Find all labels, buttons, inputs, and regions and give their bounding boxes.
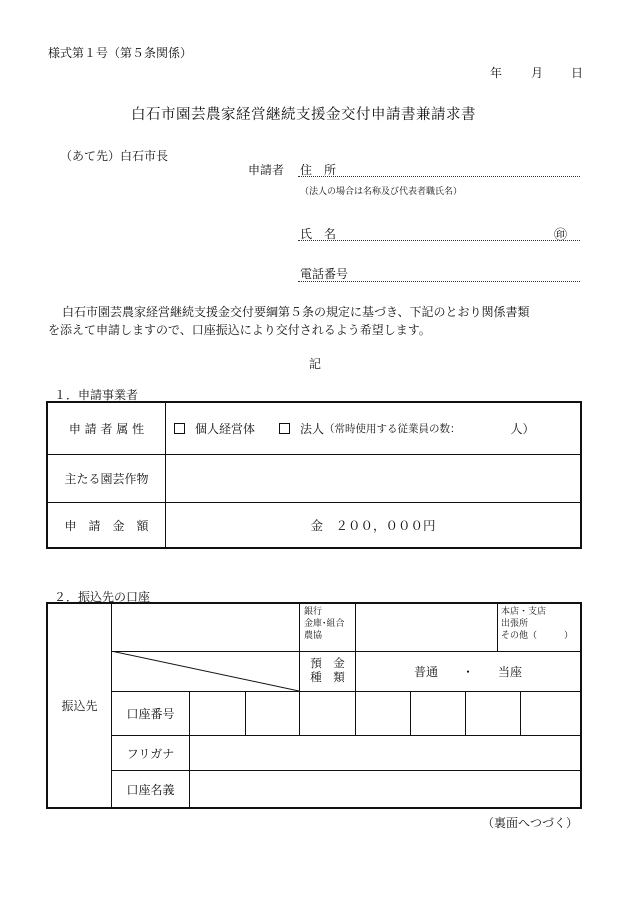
corporation-checkbox[interactable] [279,423,290,434]
crop-field[interactable] [166,455,580,502]
section2-heading: ２．振込先の口座 [54,590,151,604]
address-label: 住 所 [300,163,337,177]
account-digit-5[interactable] [411,692,465,735]
bank-type-bank: 銀行 [304,607,323,617]
deposit-type-label [300,656,355,684]
branch-type-main: 本店・支店 [501,607,547,617]
bank-type-nokyo: 農協 [304,631,323,641]
name-line[interactable] [298,240,580,241]
branch-type-office: 出張所 [501,619,529,629]
payee-label: 振込先 [61,699,98,713]
bank-type-list [304,606,345,642]
date-day: 日 [571,66,584,80]
branch-type-list [501,606,573,642]
bank-type-shinkin: 金庫･組合 [304,619,345,629]
account-name-label: 口座名義 [126,782,175,797]
amount-label: 申 請 金 額 [64,518,149,533]
branch-name-field[interactable] [356,604,497,651]
furigana-label: フリガナ [126,746,175,761]
applicant-table [46,401,582,549]
corporation-label: 法人 [300,422,325,436]
date-month: 月 [531,66,544,80]
ki-mark: 記 [309,357,322,371]
address-line[interactable] [298,176,580,177]
attribute-options [166,403,580,454]
phone-label: 電話番号 [300,267,349,281]
account-name-field[interactable] [190,771,580,807]
blank-diagonal [111,651,299,691]
deposit-label-line2: 種 類 [310,670,345,684]
section1-heading: １．申請事業者 [54,388,139,402]
account-digit-6[interactable] [466,692,520,735]
account-digit-1[interactable] [190,692,245,735]
account-digit-3[interactable] [300,692,355,735]
account-digit-7[interactable] [521,692,580,735]
branch-type-other: その他（ ） [501,631,574,641]
account-number-label: 口座番号 [126,707,175,721]
attribute-label: 申 請 者 属 性 [68,422,145,436]
applicant-label: 申請者 [248,163,285,177]
account-digit-4[interactable] [356,692,410,735]
phone-line[interactable] [298,281,580,282]
name-label: 氏 名 [300,227,337,241]
account-digit-2[interactable] [246,692,299,735]
seal-mark: ㊞ [554,228,568,243]
deposit-type-options[interactable]: 普通 ・ 当座 [413,665,522,679]
corp-note: （法人の場合は名称及び代表者職氏名） [300,187,463,197]
individual-checkbox[interactable] [174,423,185,434]
document-title: 白石市園芸農家経営継続支援金交付申請書兼請求書 [131,107,476,123]
form-number: 様式第１号（第５条関係） [48,46,193,60]
bank-name-field[interactable] [112,604,299,651]
individual-label: 個人経営体 [195,422,256,436]
employees-unit: 人） [510,422,535,436]
deposit-label-line1: 預 金 [310,656,345,670]
bank-table [46,602,582,809]
employees-note: （常時使用する従業員の数： [324,423,461,435]
crop-label: 主たる園芸作物 [64,472,149,486]
addressee: （あて先）白石市長 [60,149,169,163]
amount-value: 金 ２００，０００円 [310,518,436,533]
continued-note: （裏面へつづく） [482,816,579,830]
furigana-field[interactable] [190,736,580,770]
date-year: 年 [490,66,503,80]
body-line-1: 白石市園芸農家経営継続支援金交付要綱第５条の規定に基づき、下記のとおり関係書類 [62,305,530,319]
body-line-2: を添えて申請しますので、口座振込により交付されるよう希望します。 [48,323,431,337]
